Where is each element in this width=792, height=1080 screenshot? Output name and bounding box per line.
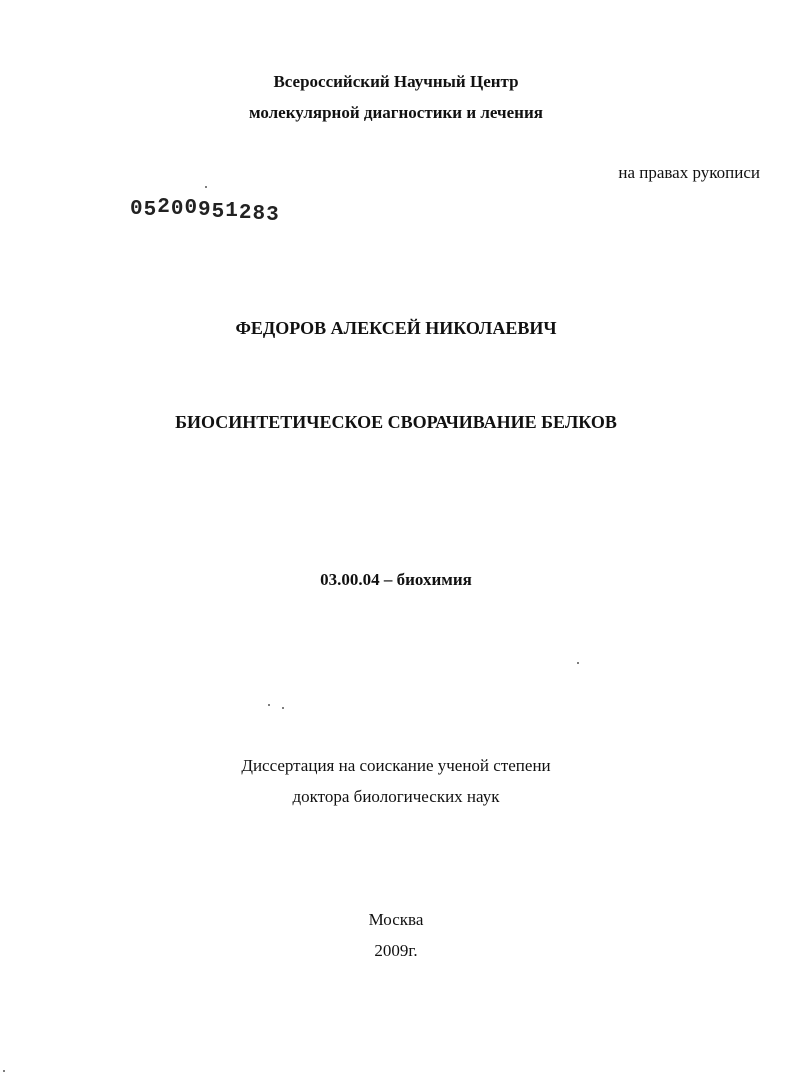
rights-note: на правах рукописи	[618, 163, 760, 182]
institution-name-line-2: молекулярной диагностики и лечения	[249, 103, 543, 122]
scan-speck	[268, 704, 270, 706]
dissertation-degree-line-1: Диссертация на соискание ученой степени	[241, 756, 551, 775]
year: 2009г.	[374, 941, 418, 960]
dissertation-degree-line-2: доктора биологических наук	[292, 787, 500, 806]
scan-speck	[577, 662, 579, 664]
registration-number-stamp: 05200951283	[130, 196, 280, 227]
author-name: ФЕДОРОВ АЛЕКСЕЙ НИКОЛАЕВИЧ	[235, 318, 557, 338]
scan-speck	[3, 1070, 5, 1072]
specialty-code: 03.00.04 – биохимия	[320, 570, 472, 589]
dissertation-title: БИОСИНТЕТИЧЕСКОЕ СВОРАЧИВАНИЕ БЕЛКОВ	[175, 412, 617, 432]
city: Москва	[368, 910, 424, 929]
scan-speck	[205, 186, 207, 188]
institution-name-line-1: Всероссийский Научный Центр	[273, 72, 519, 91]
scan-speck	[282, 707, 284, 709]
